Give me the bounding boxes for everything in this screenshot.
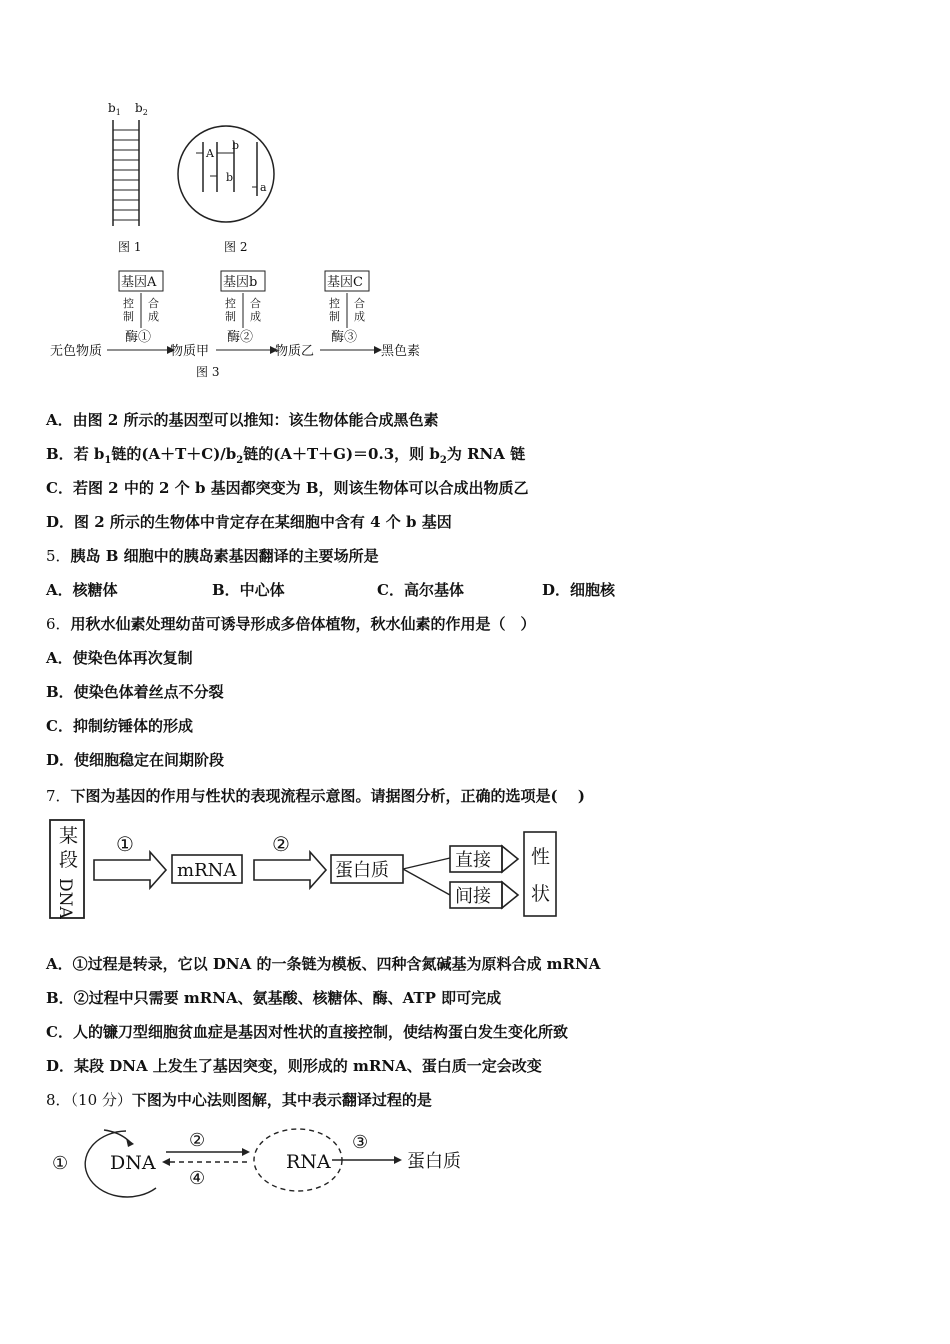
- fig2-gene-b-top: b: [232, 139, 240, 152]
- q8-stem: 8．（10 分）下图为中心法则图解，其中表示翻译过程的是: [46, 1091, 432, 1109]
- q5-option-d[interactable]: D．细胞核: [542, 581, 616, 599]
- fig3-substance-colorless: 无色物质: [50, 344, 103, 359]
- q7-flow-diagram: [46, 818, 566, 922]
- q4-option-d[interactable]: D．图 2 所示的生物体中肯定存在某细胞中含有 4 个 b 基因: [46, 513, 452, 531]
- q7-dna-char-1: 某: [59, 825, 79, 847]
- fig3-substance-melanin: 黑色素: [381, 344, 421, 359]
- q7-dna-label: DNA: [55, 878, 75, 919]
- q6-option-a[interactable]: A．使染色体再次复制: [46, 649, 193, 667]
- q7-stem: 7．下图为基因的作用与性状的表现流程示意图。请据图分析，正确的选项是( ): [46, 787, 585, 805]
- q8-circle-1: ①: [52, 1153, 69, 1174]
- q8-protein: 蛋白质: [407, 1151, 461, 1172]
- q8-circle-3: ③: [352, 1132, 369, 1153]
- fig3-substance-yi: 物质乙: [275, 344, 315, 359]
- fig2-cell: [178, 126, 274, 254]
- q7-dna-char-2: 段: [59, 849, 79, 871]
- fig3-synth-2b: 成: [250, 310, 261, 323]
- fig2-gene-b-mid: b: [226, 171, 234, 184]
- q7-option-a[interactable]: A．①过程是转录，它以 DNA 的一条链为模板、四种含氮碱基为原料合成 mRNA: [46, 955, 601, 973]
- fig3-enzyme-1: 酶①: [125, 330, 152, 345]
- q5-option-c[interactable]: C．高尔基体: [377, 581, 464, 599]
- q7-step-1: ①: [116, 832, 134, 856]
- q6-option-b[interactable]: B．使染色体着丝点不分裂: [46, 683, 224, 701]
- q7-trait-char-2: 状: [531, 883, 551, 905]
- fig1-dna-ladder: [108, 101, 148, 254]
- fig2-gene-A: A: [206, 147, 214, 160]
- fig3-caption: 图 3: [196, 365, 220, 379]
- fig3-control-3: 控: [329, 297, 340, 310]
- q5-options: [46, 580, 746, 600]
- fig1-caption: 图 1: [118, 240, 142, 254]
- q8-circle-2: ②: [189, 1130, 206, 1151]
- fig1-strand-b1-label: $b_1$: [108, 101, 121, 117]
- fig1-strand-b2-label: $b_2$: [135, 101, 148, 117]
- q7-option-d[interactable]: D．某段 DNA 上发生了基因突变，则形成的 mRNA、蛋白质一定会改变: [46, 1057, 542, 1075]
- q8-dna: DNA: [110, 1152, 156, 1174]
- fig3-synth-3b: 成: [354, 310, 365, 323]
- fig3-control-1: 控: [123, 297, 134, 310]
- fig3-synth-1: 合: [148, 297, 159, 310]
- fig3-enzyme-2: 酶②: [227, 330, 254, 345]
- fig3-gene-A: 基因A: [121, 275, 157, 290]
- fig3-synth-2: 合: [250, 297, 261, 310]
- q6-option-c[interactable]: C．抑制纺锤体的形成: [46, 717, 193, 735]
- fig3-synth-1b: 成: [148, 310, 159, 323]
- fig3-enzyme-3: 酶③: [331, 330, 358, 345]
- q7-step-2: ②: [272, 832, 290, 856]
- q7-mrna: mRNA: [177, 860, 237, 881]
- q7-indirect: 间接: [455, 886, 491, 907]
- fig2-caption: 图 2: [224, 240, 248, 254]
- q8-circle-4: ④: [189, 1168, 206, 1189]
- fig3-pathway: [50, 271, 420, 379]
- figure-q4-gene-diagrams: [44, 96, 444, 386]
- q4-option-c[interactable]: C．若图 2 中的 2 个 b 基因都突变为 B，则该生物体可以合成出物质乙: [46, 479, 529, 497]
- q7-direct: 直接: [455, 850, 491, 871]
- q7-trait-char-1: 性: [531, 846, 551, 868]
- q8-rna: RNA: [286, 1151, 331, 1173]
- q4-option-b[interactable]: B．若 $b_1$链的$(A+T+C)/b_2$链的(A＋T＋G)＝0.3，则 $b_2$为 RNA 链: [46, 445, 526, 466]
- fig3-synth-3: 合: [354, 297, 365, 310]
- fig3-control-1b: 制: [123, 310, 134, 323]
- q5-option-b[interactable]: B．中心体: [212, 581, 285, 599]
- fig3-control-2b: 制: [225, 310, 236, 323]
- q5-option-a[interactable]: A．核糖体: [46, 581, 118, 599]
- q6-option-d[interactable]: D．使细胞稳定在间期阶段: [46, 751, 225, 769]
- q7-option-b[interactable]: B．②过程中只需要 mRNA、氨基酸、核糖体、酶、ATP 即可完成: [46, 989, 502, 1007]
- q7-option-c[interactable]: C．人的镰刀型细胞贫血症是基因对性状的直接控制，使结构蛋白发生变化所致: [46, 1023, 568, 1041]
- q8-central-dogma-diagram: [46, 1120, 476, 1200]
- fig3-substance-jia: 物质甲: [170, 344, 210, 359]
- q6-stem: 6．用秋水仙素处理幼苗可诱导形成多倍体植物，秋水仙素的作用是（ ）: [46, 615, 536, 633]
- fig2-gene-a: a: [260, 181, 267, 194]
- q4-option-a[interactable]: A．由图 2 所示的基因型可以推知：该生物体能合成黑色素: [46, 411, 439, 429]
- fig3-control-2: 控: [225, 297, 236, 310]
- fig3-control-3b: 制: [329, 310, 340, 323]
- fig3-gene-C: 基因C: [327, 275, 363, 290]
- q5-stem: 5．胰岛 B 细胞中的胰岛素基因翻译的主要场所是: [46, 547, 379, 565]
- q7-protein: 蛋白质: [335, 860, 389, 881]
- fig3-gene-b: 基因b: [223, 275, 258, 290]
